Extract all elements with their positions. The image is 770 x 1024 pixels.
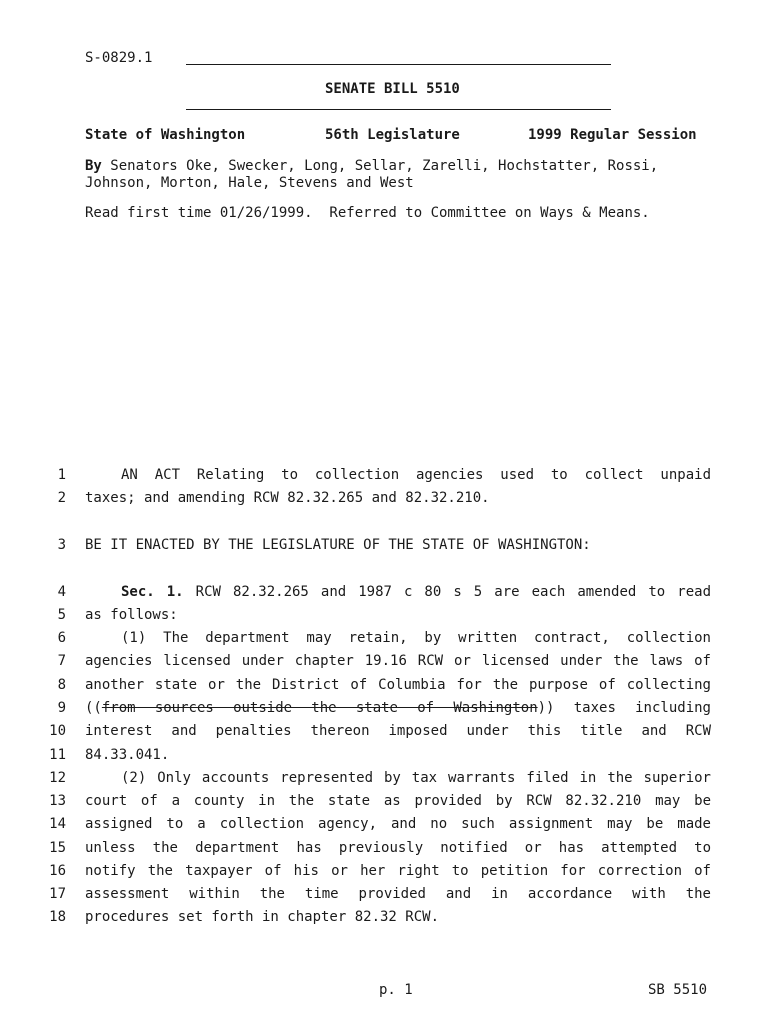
line-number: 11 [49, 747, 66, 763]
body-line: notify the taxpayer of his or her right to petition for correction of [85, 863, 711, 879]
bill-reference: SB 5510 [648, 982, 708, 998]
body-line: (1) The department may retain, by written contract, collection [121, 630, 711, 646]
line-number: 13 [49, 793, 66, 809]
line-number: 7 [57, 653, 66, 669]
line-number: 12 [49, 770, 66, 786]
line-number: 16 [49, 863, 66, 879]
line-number: 9 [57, 700, 66, 716]
sponsors-names-1: Senators Oke, Swecker, Long, Sellar, Zarelli, Hochstatter, Rossi, [110, 158, 659, 174]
section-label: Sec. 1. [121, 584, 184, 600]
body-line: AN ACT Relating to collection agencies used to collect unpaid [121, 467, 711, 483]
enacting-clause: BE IT ENACTED BY THE LEGISLATURE OF THE STATE OF WASHINGTON: [85, 537, 591, 553]
line-number: 5 [57, 607, 66, 623]
legislature-label: 56th Legislature [325, 127, 460, 143]
body-line: interest and penalties thereon imposed under this title and RCW [85, 723, 711, 739]
header-rule-top [186, 64, 611, 65]
line-number: 18 [49, 909, 66, 925]
bill-title: SENATE BILL 5510 [325, 81, 460, 97]
sponsors-line-1 [85, 158, 658, 174]
line-number: 2 [57, 490, 66, 506]
body-line: as follows: [85, 607, 178, 623]
deletion-close: )) [537, 700, 555, 716]
body-line: court of a county in the state as provided by RCW 82.32.210 may be [85, 793, 711, 809]
struck-text: from sources outside the state of Washington [101, 700, 538, 716]
body-line: another state or the District of Columbia for the purpose of collecting [85, 677, 711, 693]
line-number: 17 [49, 886, 66, 902]
line-number: 8 [57, 677, 66, 693]
header-rule-bottom [186, 109, 611, 110]
body-line: taxes; and amending RCW 82.32.265 and 82.32.210. [85, 490, 490, 506]
section-heading-line [85, 584, 711, 600]
document-id: S-0829.1 [85, 50, 153, 66]
body-line: unless the department has previously notified or has attempted to [85, 840, 711, 856]
line-number: 1 [57, 467, 66, 483]
line-number: 3 [57, 537, 66, 553]
amended-line-rest: taxes including [573, 700, 711, 716]
body-line: assigned to a collection agency, and no such assignment may be made [85, 816, 711, 832]
line-number: 6 [57, 630, 66, 646]
session-label: 1999 Regular Session [528, 127, 697, 143]
state-label: State of Washington [85, 127, 246, 143]
read-first-time: Read first time 01/26/1999. Referred to Committee on Ways & Means. [85, 205, 650, 221]
line-number: 4 [57, 584, 66, 600]
body-line: 84.33.041. [85, 747, 170, 763]
body-line: agencies licensed under chapter 19.16 RCW or licensed under the laws of [85, 653, 711, 669]
section-heading-text: RCW 82.32.265 and 1987 c 80 s 5 are each amended to read [195, 584, 711, 600]
sponsors-line-2: Johnson, Morton, Hale, Stevens and West [85, 175, 414, 191]
body-line: assessment within the time provided and in accordance with the [85, 886, 711, 902]
body-line: procedures set forth in chapter 82.32 RCW. [85, 909, 440, 925]
amended-line [85, 700, 711, 716]
sponsors-by: By [85, 158, 102, 174]
line-number: 14 [49, 816, 66, 832]
body-line: (2) Only accounts represented by tax warrants filed in the superior [121, 770, 711, 786]
deletion-open: (( [85, 700, 102, 716]
line-number: 10 [49, 723, 66, 739]
page-number: p. 1 [379, 982, 413, 998]
line-number: 15 [49, 840, 66, 856]
